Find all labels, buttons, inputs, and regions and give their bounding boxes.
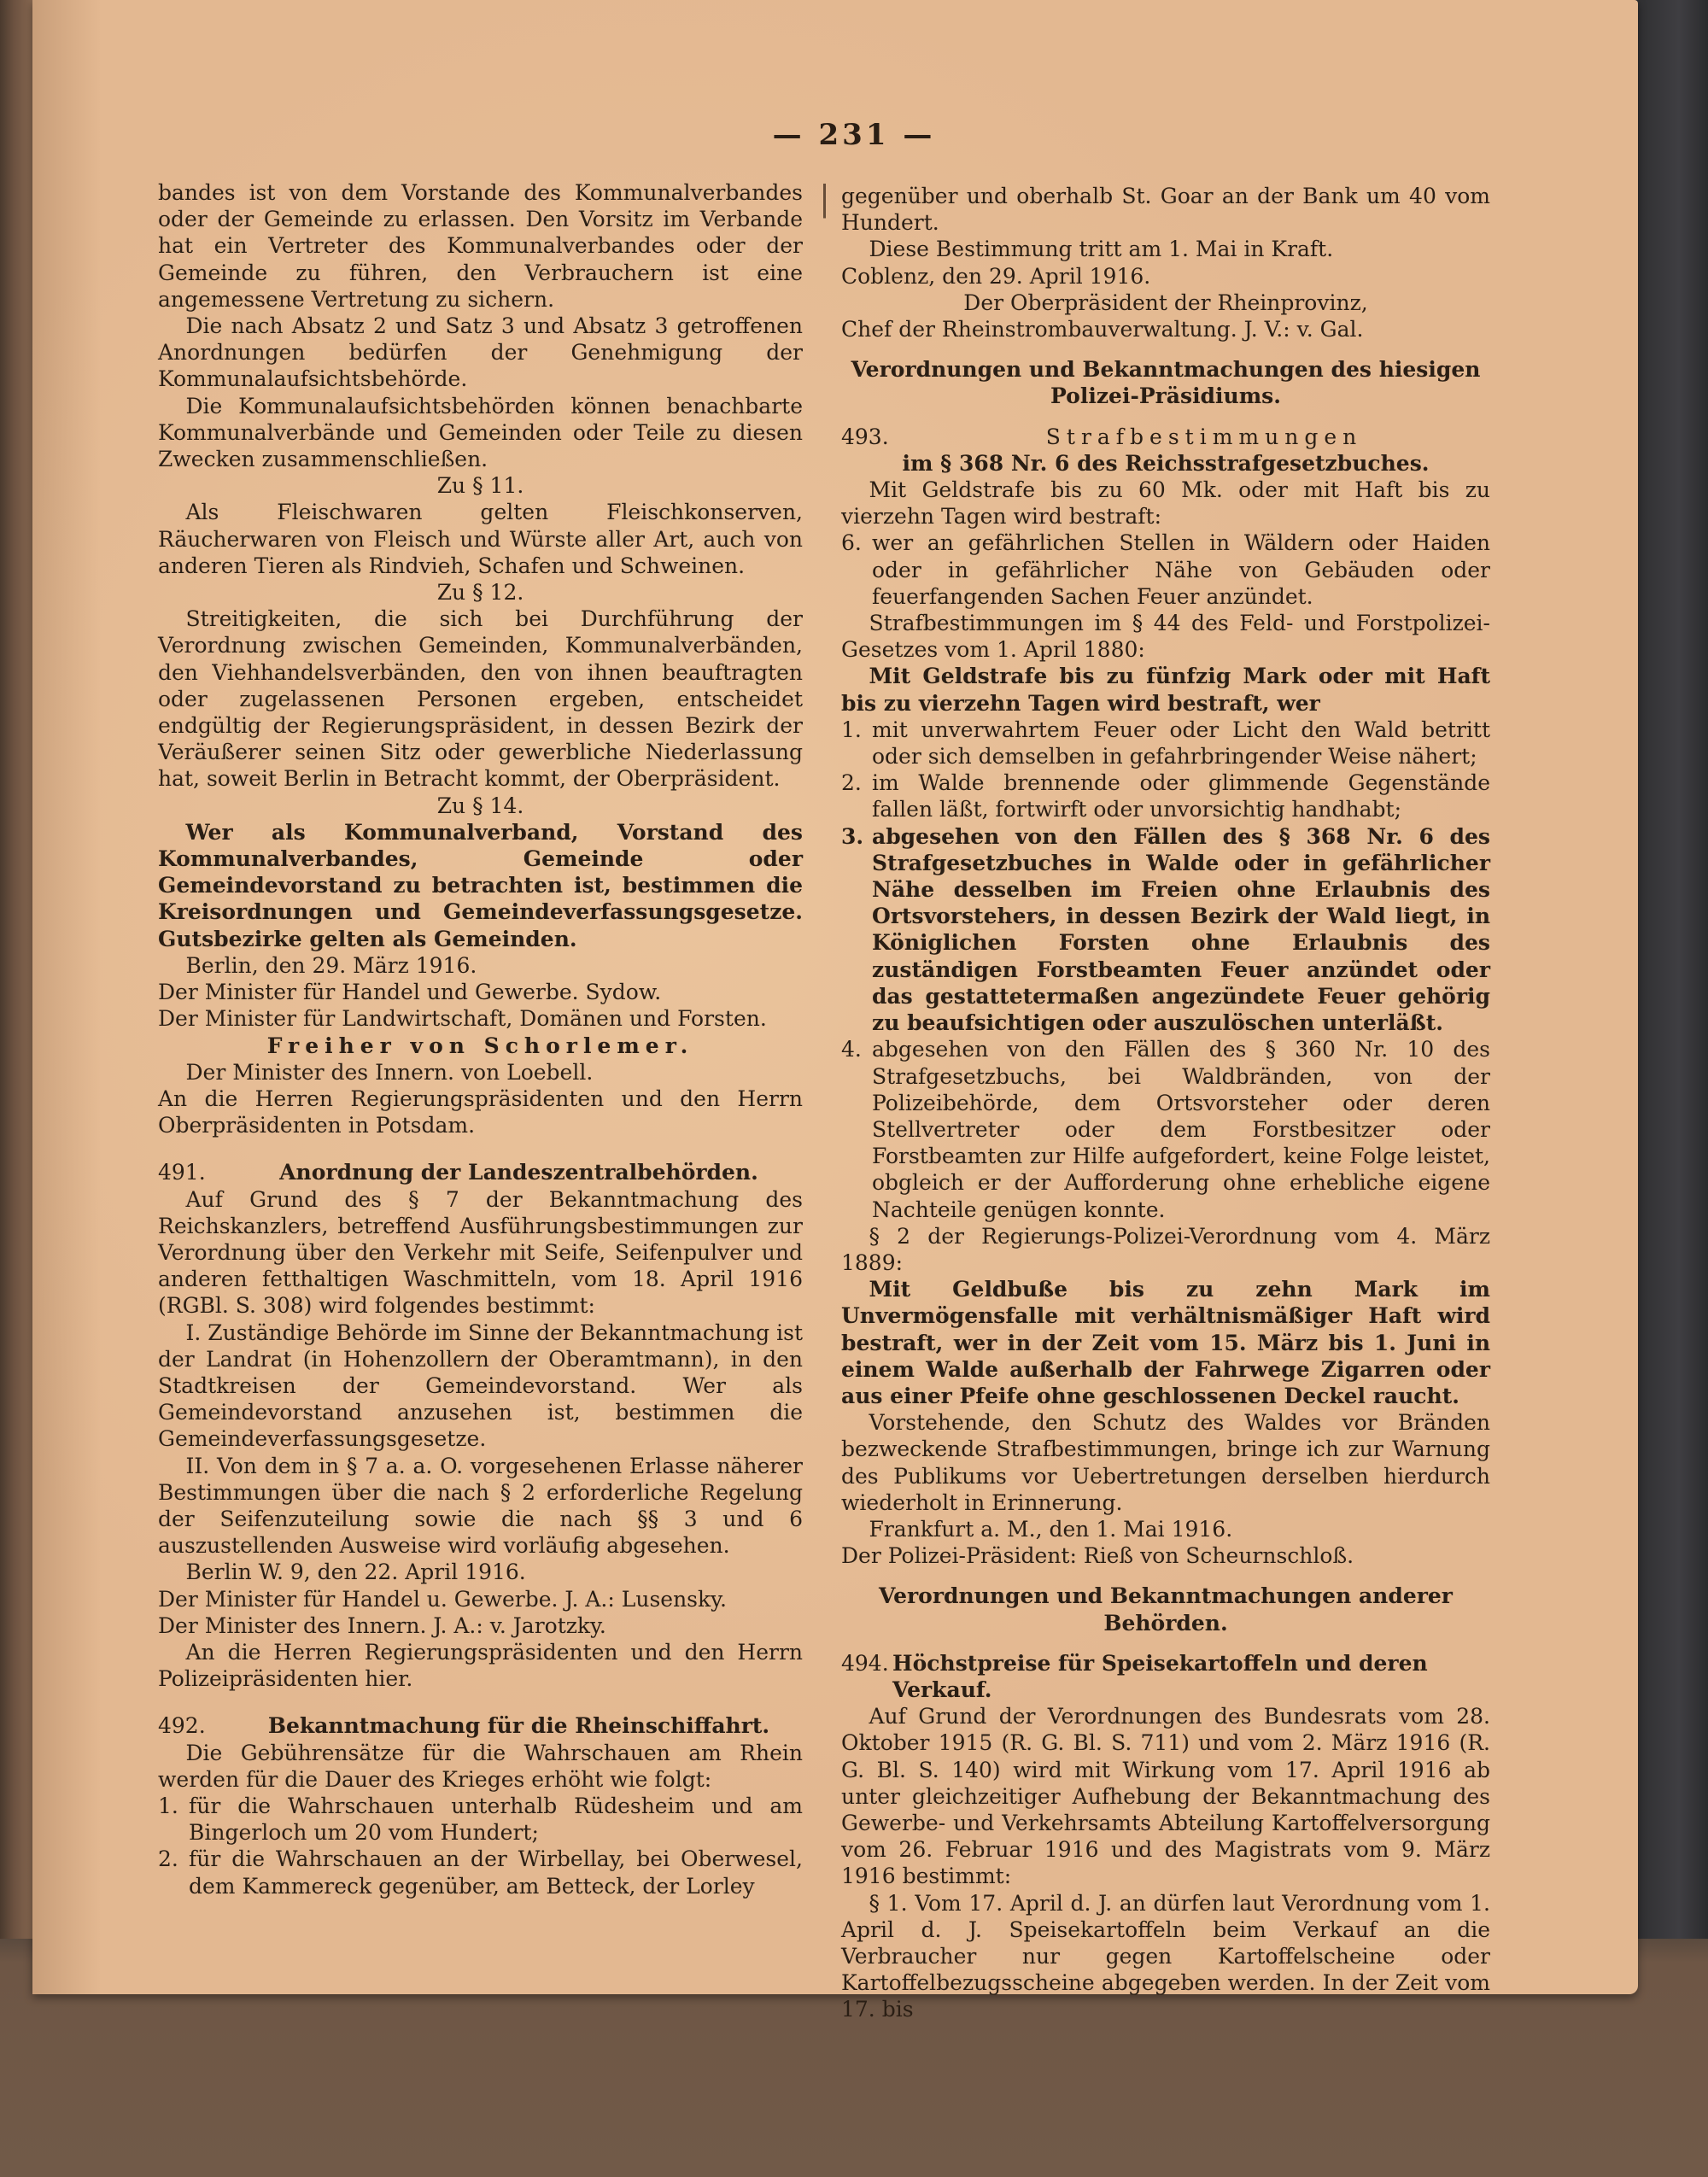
paragraph: § 2 der Regierungs-Polizei-Verordnung vom 4. März 1889: [841,1223,1490,1275]
page-number: — 231 — [772,118,936,152]
signature: Freiher von Schorlemer. [266,1033,694,1058]
paragraph: Auf Grund des § 7 der Bekanntmachung des Reichskanzlers, betreffend Ausführungsbestimmungen zur Verordnung über den Verkehr mit Seife, Seifenpulver und anderen fetthaltigen Waschmitteln, vom 18. April 1916 (RGBl. S. 308) wird folgendes bestimmt: [158,1186,803,1319]
paragraph: Mit Geldstrafe bis zu 60 Mk. oder mit Haft bis zu vierzehn Tagen wird bestraft: [841,477,1490,530]
section-title: Verordnungen und Bekanntmachungen des hiesigen Polizei-Präsidiums. [851,357,1481,409]
list-text: abgesehen von den Fällen des § 368 Nr. 6 des Strafgesetzbuches in Walde oder in gefährlicher Nähe desselben im Freien ohne Erlaubnis des Ortsvorstehers, in dessen Bezirk der Wald liegt, in Königlichen Forsten ohne Erlaubnis des zuständigen Forstbeamten Feuer anzündet oder das gestattetermaßen angezündete Feuer gehörig zu beaufsichtigen oder auszulöschen unterläßt. [872,823,1490,1036]
entry-heading-491 [158,1159,803,1185]
entry-heading-492 [158,1712,803,1739]
signature: Der Minister für Handel und Gewerbe. Sydow. [158,980,662,1005]
signature: Der Minister des Innern. von Loebell. [185,1059,594,1085]
signature: Der Polizei-Präsident: Rieß von Scheurnschloß. [841,1543,1354,1569]
entry-heading-493 [841,424,1490,450]
book-cover-right [1635,0,1708,2177]
book-cover-left [0,0,34,2177]
section-title: Verordnungen und Bekanntmachungen anderer Behörden. [879,1583,1453,1636]
paragraph: Mit Geldstrafe bis zu fünfzig Mark oder mit Haft bis zu vierzehn Tagen wird bestraft, wer [841,664,1490,716]
paragraph: § 1. Vom 17. April d. J. an dürfen laut Verordnung vom 1. April d. J. Speisekartoffeln beim Verkauf an die Verbraucher nur gegen Kartoffelscheine oder Kartoffelbezugsscheine abgegeben werden. In der Zeit vom 17. bis [841,1890,1490,2022]
section-heading: Zu § 14. [436,793,524,818]
list-number: 1. [158,1793,178,1818]
list-number: 3. [841,823,864,849]
paragraph: Mit Geldbuße bis zu zehn Mark im Unvermögensfalle mit verhältnismäßiger Haft wird bestraft, wer in der Zeit vom 15. März bis 1. Juni in einem Walde außerhalb der Fahrwege Zigarren oder aus einer Pfeife ohne geschlossenen Deckel raucht. [841,1277,1490,1408]
list-item [841,1036,1490,1222]
section-heading: Zu § 12. [436,580,524,606]
signature: Der Oberpräsident der Rheinprovinz, [963,290,1368,315]
date-line: Berlin, den 29. März 1916. [185,952,477,978]
entry-title: Höchstpreise für Speisekartoffeln und deren Verkauf. [892,1650,1428,1702]
entry-number: 492. [158,1713,206,1739]
address-line: An die Herren Regierungspräsidenten und den Herrn Polizeipräsidenten hier. [158,1639,803,1692]
paragraph: Als Fleischwaren gelten Fleischkonserven, Räucherwaren von Fleisch und Würste aller Art, auch von anderen Tieren als Rindvieh, Schafen und Schweinen. [158,500,803,578]
paragraph: gegenüber und oberhalb St. Goar an der Bank um 40 vom Hundert. [841,184,1490,236]
paragraph: Strafbestimmungen im § 44 des Feld- und Forstpolizei-Gesetzes vom 1. April 1880: [841,611,1490,663]
paragraph: Die Gebührensätze für die Wahrschauen am Rhein werden für die Dauer des Krieges erhöht wie folgt: [158,1740,803,1792]
paragraph: Vorstehende, den Schutz des Waldes vor Bränden bezweckende Strafbestimmungen, bringe ich zur Warnung des Publikums vor Uebertretungen derselben hierdurch wiederholt in Erinnerung. [841,1410,1490,1515]
entry-number: 494. [841,1650,889,1676]
list-item [841,717,1490,770]
list-item [841,823,1490,1037]
entry-subtitle: im § 368 Nr. 6 des Reichsstrafgesetzbuches. [902,450,1430,476]
list-number: 6. [841,530,862,556]
list-number: 2. [158,1846,178,1872]
entry-number: 491. [158,1160,206,1185]
date-line: Frankfurt a. M., den 1. Mai 1916. [869,1516,1233,1542]
column-divider [823,184,826,1939]
list-item [841,770,1490,822]
entry-number: 493. [841,424,889,449]
paragraph: Die Kommunalaufsichtsbehörden können benachbarte Kommunalverbände und Gemeinden oder Teile zu diesen Zwecken zusammenschließen. [158,393,803,472]
date-line: Coblenz, den 29. April 1916. [841,263,1151,289]
list-item [841,530,1490,610]
entry-title: Anordnung der Landeszentralbehörden. [279,1160,758,1185]
entry-heading-494 [841,1650,1490,1703]
paragraph: Auf Grund der Verordnungen des Bundesrats vom 28. Oktober 1915 (R. G. Bl. S. 711) und vom 2. März 1916 (R. G. Bl. S. 140) wird mit Wirkung vom 17. April 1916 ab unter gleichzeitiger Aufhebung der Bekanntmachung des Gewerbe- und Verkehrsamts Abteilung Kartoffelversorgung vom 26. Februar 1916 und des Magistrats vom 9. März 1916 bestimmt: [841,1704,1490,1889]
paragraph: II. Von dem in § 7 a. a. O. vorgesehenen Erlasse näherer Bestimmungen über die nach § 2 erforderliche Regelung der Seifenzuteilung sowie die nach §§ 3 und 6 auszustellenden Ausweise wird vorläufig abgesehen. [158,1453,803,1559]
list-item [158,1793,803,1846]
paragraph: bandes ist von dem Vorstande des Kommunalverbandes oder der Gemeinde zu erlassen. Den Vorsitz im Verbande hat ein Vertreter des Kommunalverbandes oder der Gemeinde zu führen, den Verbrauchern ist eine angemessene Vertretung zu sichern. [158,180,803,312]
list-number: 4. [841,1037,862,1062]
list-item [158,1846,803,1899]
left-column [158,179,803,1899]
paragraph: Streitigkeiten, die sich bei Durchführung der Verordnung zwischen Gemeinden, Kommunalverbänden, den Viehhandelsverbänden, den von ihnen beauftragten oder zugelassenen Personen ergeben, entscheidet endgültig der Regierungspräsident, in dessen Bezirk der Veräußerer seinen Sitz oder gewerbliche Niederlassung hat, soweit Berlin in Betracht kommt, der Oberpräsident. [158,606,803,792]
section-heading: Zu § 11. [436,473,524,499]
entry-title: Strafbestimmungen [1045,424,1363,449]
address-line: An die Herren Regierungspräsidenten und den Herrn Oberpräsidenten in Potsdam. [158,1086,803,1138]
paragraph: Die nach Absatz 2 und Satz 3 und Absatz 3 getroffenen Anordnungen bedürfen der Genehmigung der Kommunalaufsichtsbehörde. [158,313,803,392]
signature: Der Minister für Landwirtschaft, Domänen und Forsten. [158,1006,767,1032]
list-text: abgesehen von den Fällen des § 360 Nr. 10 des Strafgesetzbuchs, bei Waldbränden, von der Polizeibehörde, dem Ortsvorsteher oder deren Stellvertreter oder dem Forstbesitzer oder Forstbeamten zur Hilfe aufgefordert, keine Folge leistet, obgleich er der Aufforderung ohne erhebliche eigene Nachteile genügen konnte. [872,1037,1490,1222]
signature: Der Minister für Handel u. Gewerbe. J. A.: Lusensky. [158,1586,727,1612]
right-column [841,183,1490,2023]
list-number: 2. [841,770,862,796]
list-number: 1. [841,717,862,742]
list-text: mit unverwahrtem Feuer oder Licht den Wald betritt oder sich demselben in gefahrbringender Weise nähert; [872,717,1490,770]
entry-title: Bekanntmachung für die Rheinschiffahrt. [267,1713,770,1739]
paragraph: I. Zuständige Behörde im Sinne der Bekanntmachung ist der Landrat (in Hohenzollern der Oberamtmann), in den Stadtkreisen der Gemeindevorstand. Wer als Gemeindevorstand anzusehen ist, bestimmen die Gemeindeverfassungsgesetze. [158,1320,803,1452]
list-text: wer an gefährlichen Stellen in Wäldern oder Haiden oder in gefährlicher Nähe von Gebäuden oder feuerfangenden Sachen Feuer anzündet. [872,530,1490,609]
list-text: im Walde brennende oder glimmende Gegenstände fallen läßt, fortwirft oder unvorsichtig handhabt; [872,770,1490,822]
paragraph: Diese Bestimmung tritt am 1. Mai in Kraft. [869,237,1334,262]
list-text: für die Wahrschauen unterhalb Rüdesheim und am Bingerloch um 20 vom Hundert; [189,1793,803,1846]
paragraph: Wer als Kommunalverband, Vorstand des Kommunalverbandes, Gemeinde oder Gemeindevorstand zu betrachten ist, bestimmen die Kreisordnungen und Gemeindeverfassungsgesetze. Gutsbezirke gelten als Gemeinden. [158,819,803,951]
date-line: Berlin W. 9, den 22. April 1916. [185,1560,526,1585]
signature: Chef der Rheinstrombauverwaltung. J. V.: v. Gal. [841,317,1364,342]
signature: Der Minister des Innern. J. A.: v. Jarotzky. [158,1612,606,1638]
list-text: für die Wahrschauen an der Wirbellay, bei Oberwesel, dem Kammereck gegenüber, am Betteck, der Lorley [189,1846,803,1899]
